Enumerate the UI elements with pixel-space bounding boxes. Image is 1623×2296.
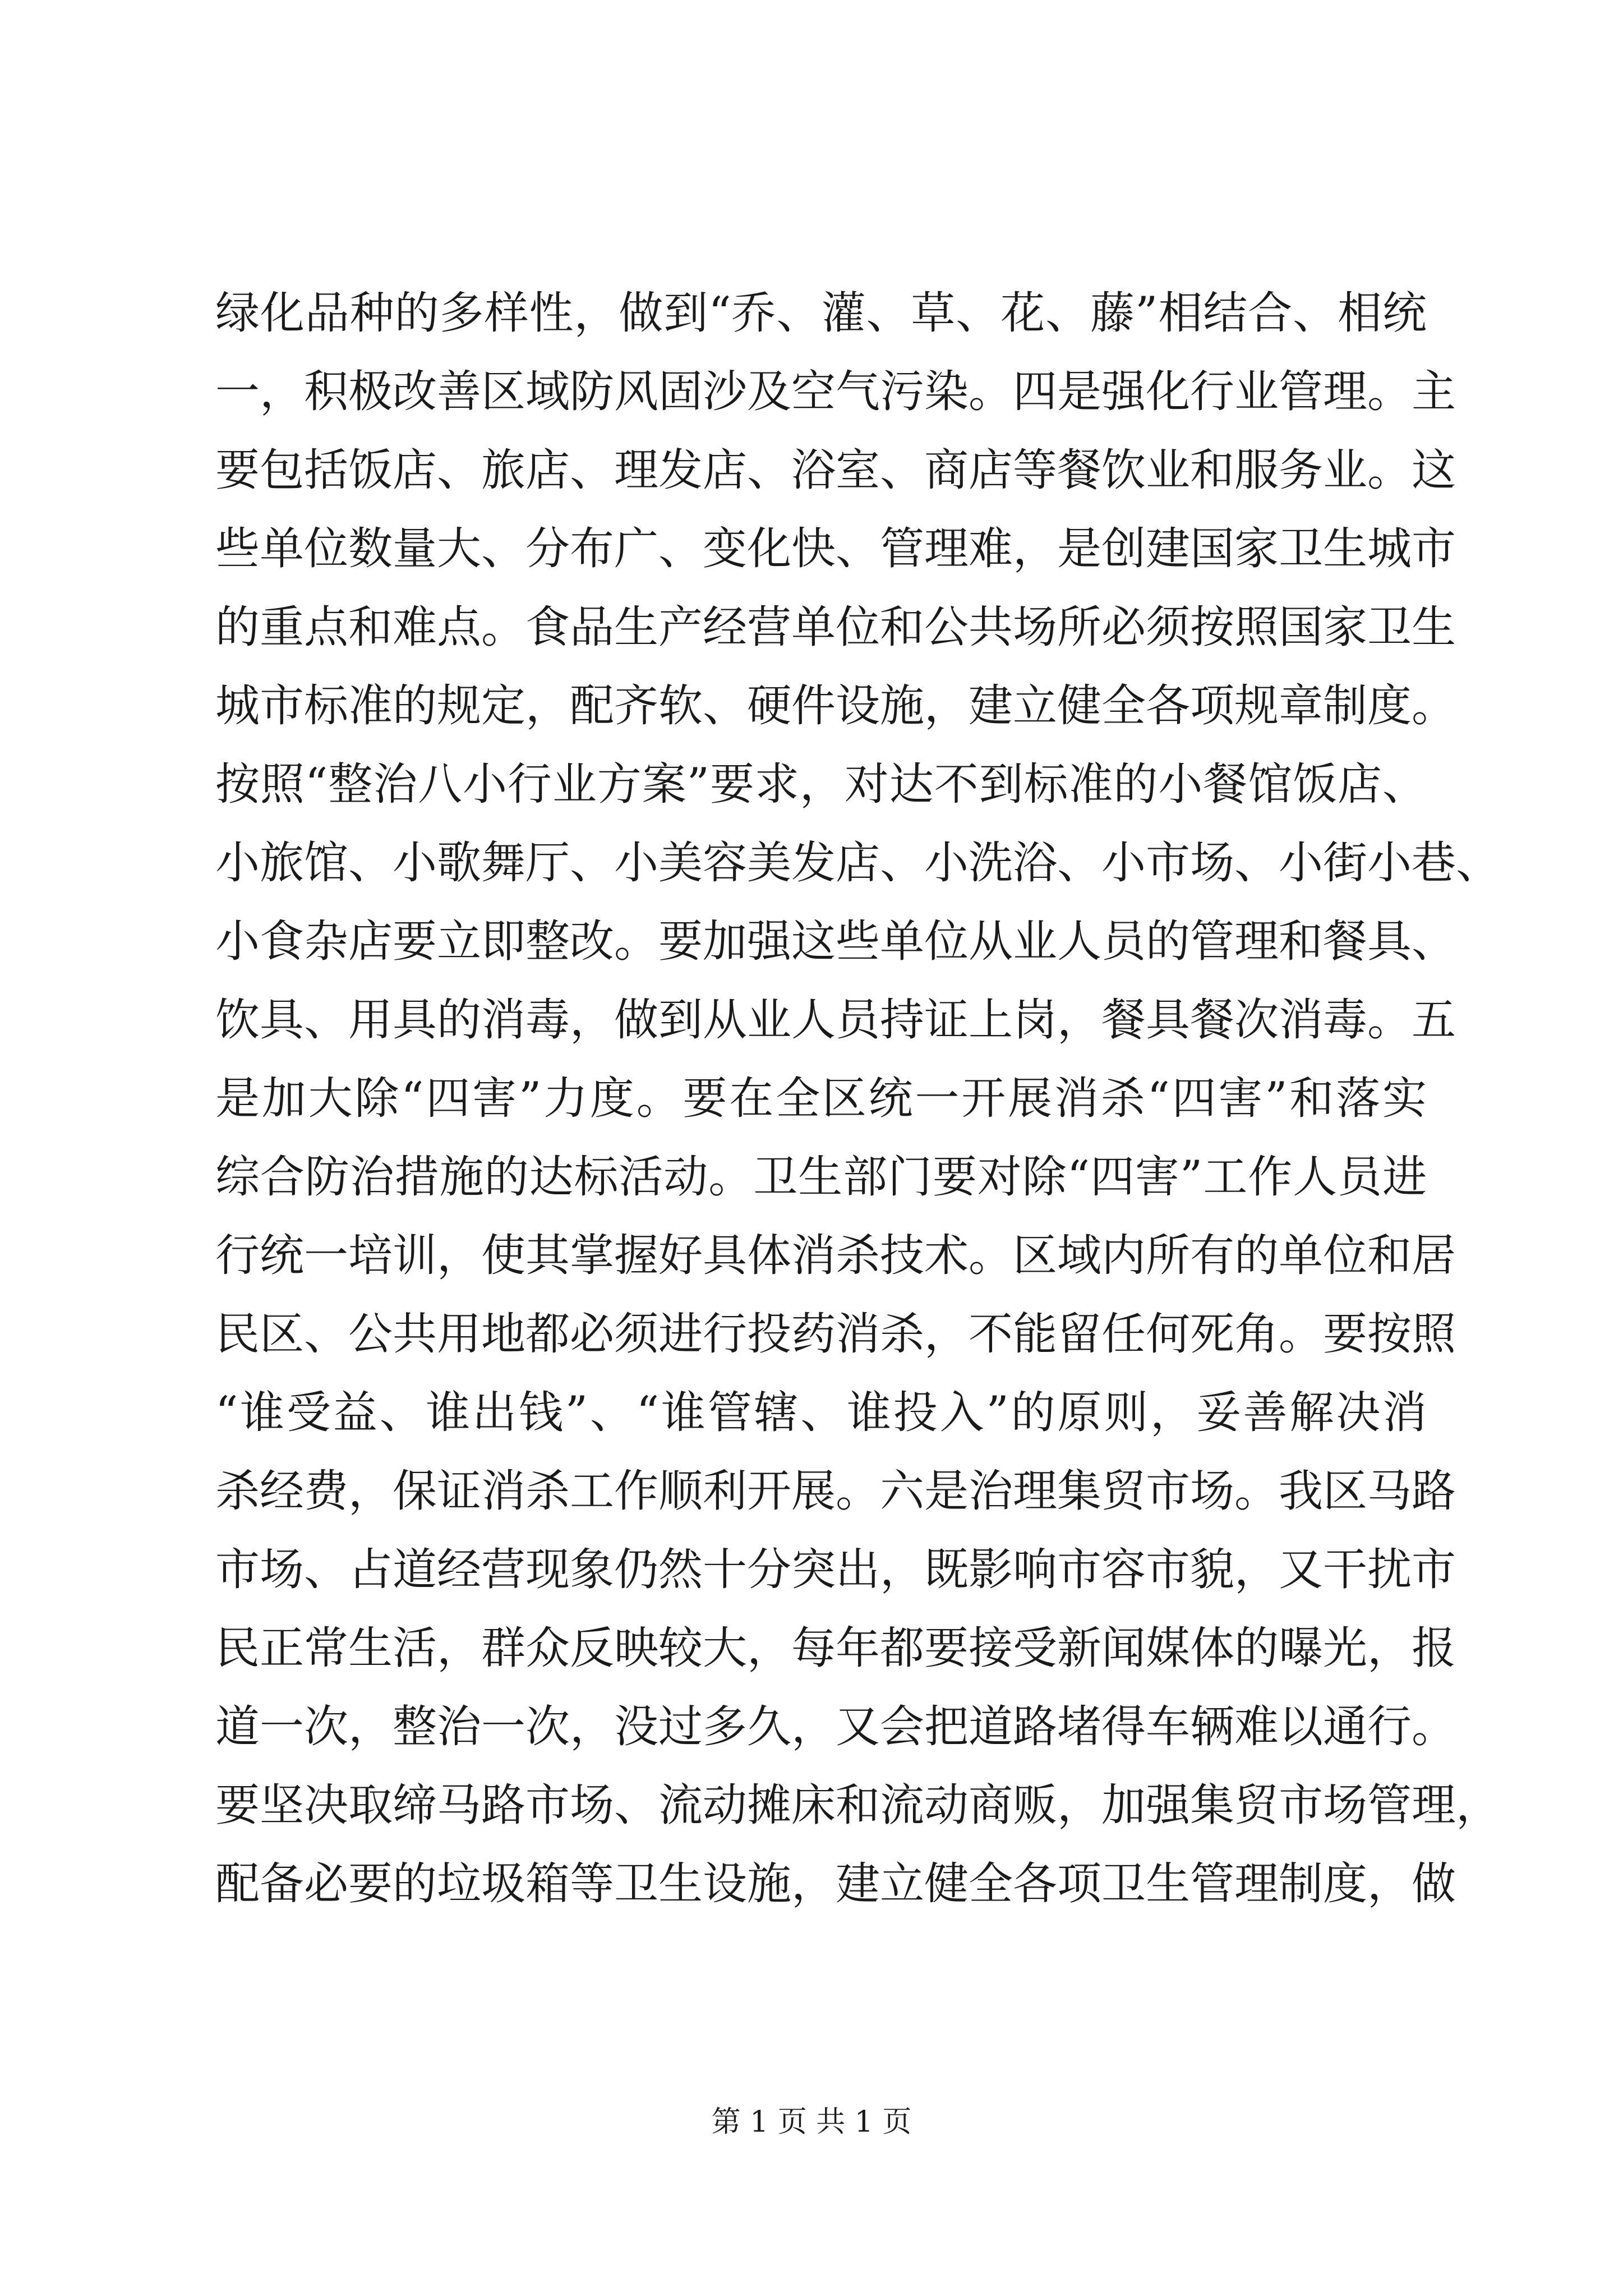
text-line: 一，积极改善区域防风固沙及空气污染。四是强化行业管理。主 — [215, 366, 1456, 417]
text-line: 城市标准的规定，配齐软、硬件设施，建立健全各项规章制度。 — [215, 680, 1456, 731]
text-line: 小食杂店要立即整改。要加强这些单位从业人员的管理和餐具、 — [215, 915, 1456, 967]
text-line: “谁受益、谁出钱”、“谁管辖、谁投入”的原则，妥善解决消 — [215, 1387, 1427, 1438]
text-line: 小旅馆、小歌舞厅、小美容美发店、小洗浴、小市场、小街小巷、 — [215, 837, 1500, 889]
text-line: 民正常生活，群众反映较大，每年都要接受新闻媒体的曝光，报 — [215, 1622, 1456, 1674]
text-line: 综合防治措施的达标活动。卫生部门要对除“四害”工作人员进 — [215, 1151, 1427, 1203]
text-line: 配备必要的垃圾箱等卫生设施，建立健全各项卫生管理制度，做 — [215, 1858, 1456, 1910]
page-number-footer: 第 1 页 共 1 页 — [711, 2105, 912, 2139]
text-line: 按照“整治八小行业方案”要求，对达不到标准的小餐馆饭店、 — [215, 758, 1427, 810]
text-line: 市场、占道经营现象仍然十分突出，既影响市容市貌，又干扰市 — [215, 1544, 1456, 1595]
text-line: 杀经费，保证消杀工作顺利开展。六是治理集贸市场。我区马路 — [215, 1465, 1456, 1517]
text-line: 些单位数量大、分布广、变化快、管理难，是创建国家卫生城市 — [215, 523, 1456, 574]
text-line: 饮具、用具的消毒，做到从业人员持证上岗，餐具餐次消毒。五 — [215, 994, 1456, 1046]
body-paragraph — [215, 274, 1500, 1923]
text-line: 是加大除“四害”力度。要在全区统一开展消杀“四害”和落实 — [215, 1073, 1427, 1124]
text-line: 要包括饭店、旅店、理发店、浴室、商店等餐饮业和服务业。这 — [215, 444, 1456, 496]
text-line: 要坚决取缔马路市场、流动摊床和流动商贩，加强集贸市场管理， — [215, 1779, 1500, 1831]
text-line: 道一次，整治一次，没过多久，又会把道路堵得车辆难以通行。 — [215, 1701, 1456, 1752]
text-line: 绿化品种的多样性，做到“乔、灌、草、花、藤”相结合、相统 — [215, 287, 1427, 339]
text-line: 行统一培训，使其掌握好具体消杀技术。区域内所有的单位和居 — [215, 1230, 1456, 1281]
text-line: 民区、公共用地都必须进行投药消杀，不能留任何死角。要按照 — [215, 1308, 1456, 1360]
text-line: 的重点和难点。食品生产经营单位和公共场所必须按照国家卫生 — [215, 601, 1456, 653]
